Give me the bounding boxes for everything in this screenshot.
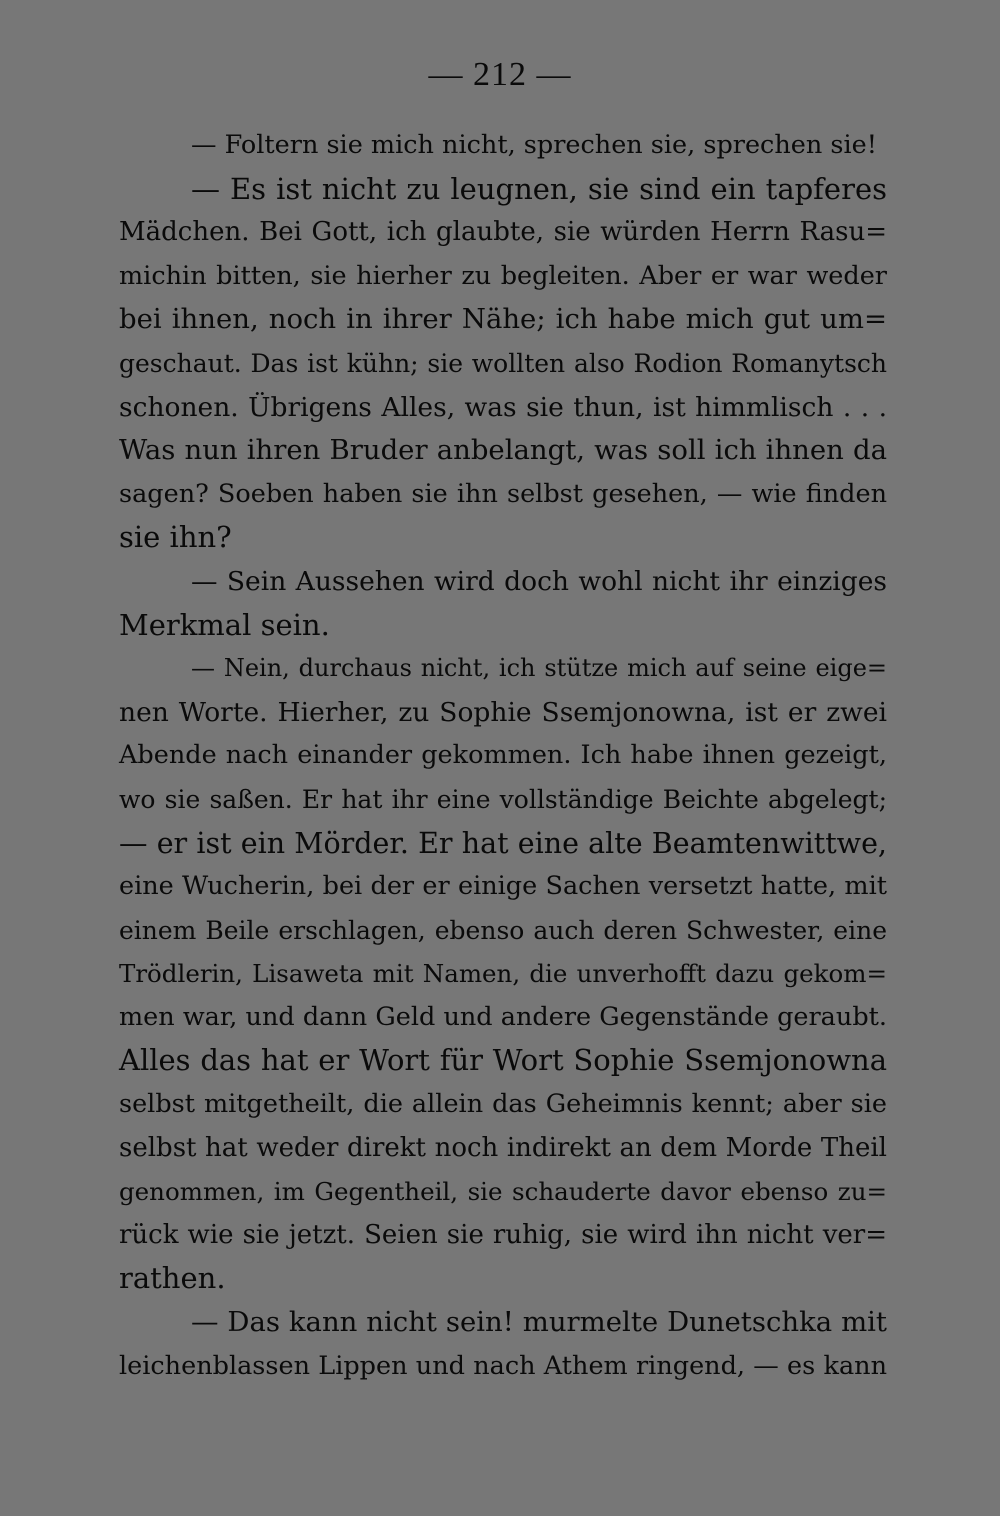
- page-number: — 212 —: [428, 56, 572, 93]
- text-line: sie ihn?: [119, 520, 232, 555]
- text-line: — er ist ein Mörder. Er hat eine alte Beamtenwittwe,: [119, 826, 887, 860]
- text-line: sagen? Soeben haben sie ihn selbst gesehen, — wie finden: [119, 478, 887, 509]
- body-text: [119, 124, 887, 1388]
- text-line: geschaut. Das ist kühn; sie wollten also Rodion Romanytsch: [119, 348, 887, 378]
- text-line: Mädchen. Bei Gott, ich glaubte, sie würden Herrn Rasu=: [119, 217, 887, 248]
- text-line: wo sie saßen. Er hat ihr eine vollständige Beichte abgelegt;: [119, 784, 887, 814]
- text-line: leichenblassen Lippen und nach Athem ringend, — es kann: [119, 1350, 887, 1381]
- text-line: Abende nach einander gekommen. Ich habe ihnen gezeigt,: [119, 740, 887, 771]
- text-line: — Das kann nicht sein! murmelte Dunetschka mit: [191, 1306, 887, 1339]
- text-line: eine Wucherin, bei der er einige Sachen versetzt hatte, mit: [119, 871, 887, 902]
- text-line: rathen.: [119, 1261, 226, 1296]
- text-line: — Sein Aussehen wird doch wohl nicht ihr einziges: [191, 565, 887, 597]
- text-line: bei ihnen, noch in ihrer Nähe; ich habe mich gut um=: [119, 303, 887, 336]
- text-line: Trödlerin, Lisaweta mit Namen, die unverhofft dazu gekom=: [119, 959, 887, 989]
- text-line: Merkmal sein.: [119, 607, 330, 642]
- text-line: schonen. Übrigens Alles, was sie thun, ist himmlisch . . .: [119, 391, 887, 423]
- text-line: men war, und dann Geld und andere Gegenstände geraubt.: [119, 1001, 887, 1032]
- text-line: genommen, im Gegentheil, sie schauderte davor ebenso zu=: [119, 1177, 887, 1207]
- text-line: Was nun ihren Bruder anbelangt, was soll ich ihnen da: [119, 434, 887, 467]
- text-line: nen Worte. Hierher, zu Sophie Ssemjonowna, ist er zwei: [119, 696, 887, 728]
- text-line: — Es ist nicht zu leugnen, sie sind ein tapferes: [191, 171, 887, 206]
- text-line: selbst hat weder direkt noch indirekt an dem Morde Theil: [119, 1132, 887, 1163]
- text-line: einem Beile erschlagen, ebenso auch deren Schwester, eine: [119, 915, 887, 945]
- text-line: rück wie sie jetzt. Seien sie ruhig, sie wird ihn nicht ver=: [119, 1219, 887, 1250]
- text-line: — Nein, durchaus nicht, ich stütze mich auf seine eige=: [191, 654, 887, 683]
- text-line: Alles das hat er Wort für Wort Sophie Ssemjonowna: [119, 1043, 887, 1078]
- text-line: — Foltern sie mich nicht, sprechen sie, sprechen sie!: [191, 130, 877, 160]
- text-line: selbst mitgetheilt, die allein das Geheimnis kennt; aber sie: [119, 1089, 887, 1120]
- text-line: michin bitten, sie hierher zu begleiten. Aber er war weder: [119, 260, 887, 291]
